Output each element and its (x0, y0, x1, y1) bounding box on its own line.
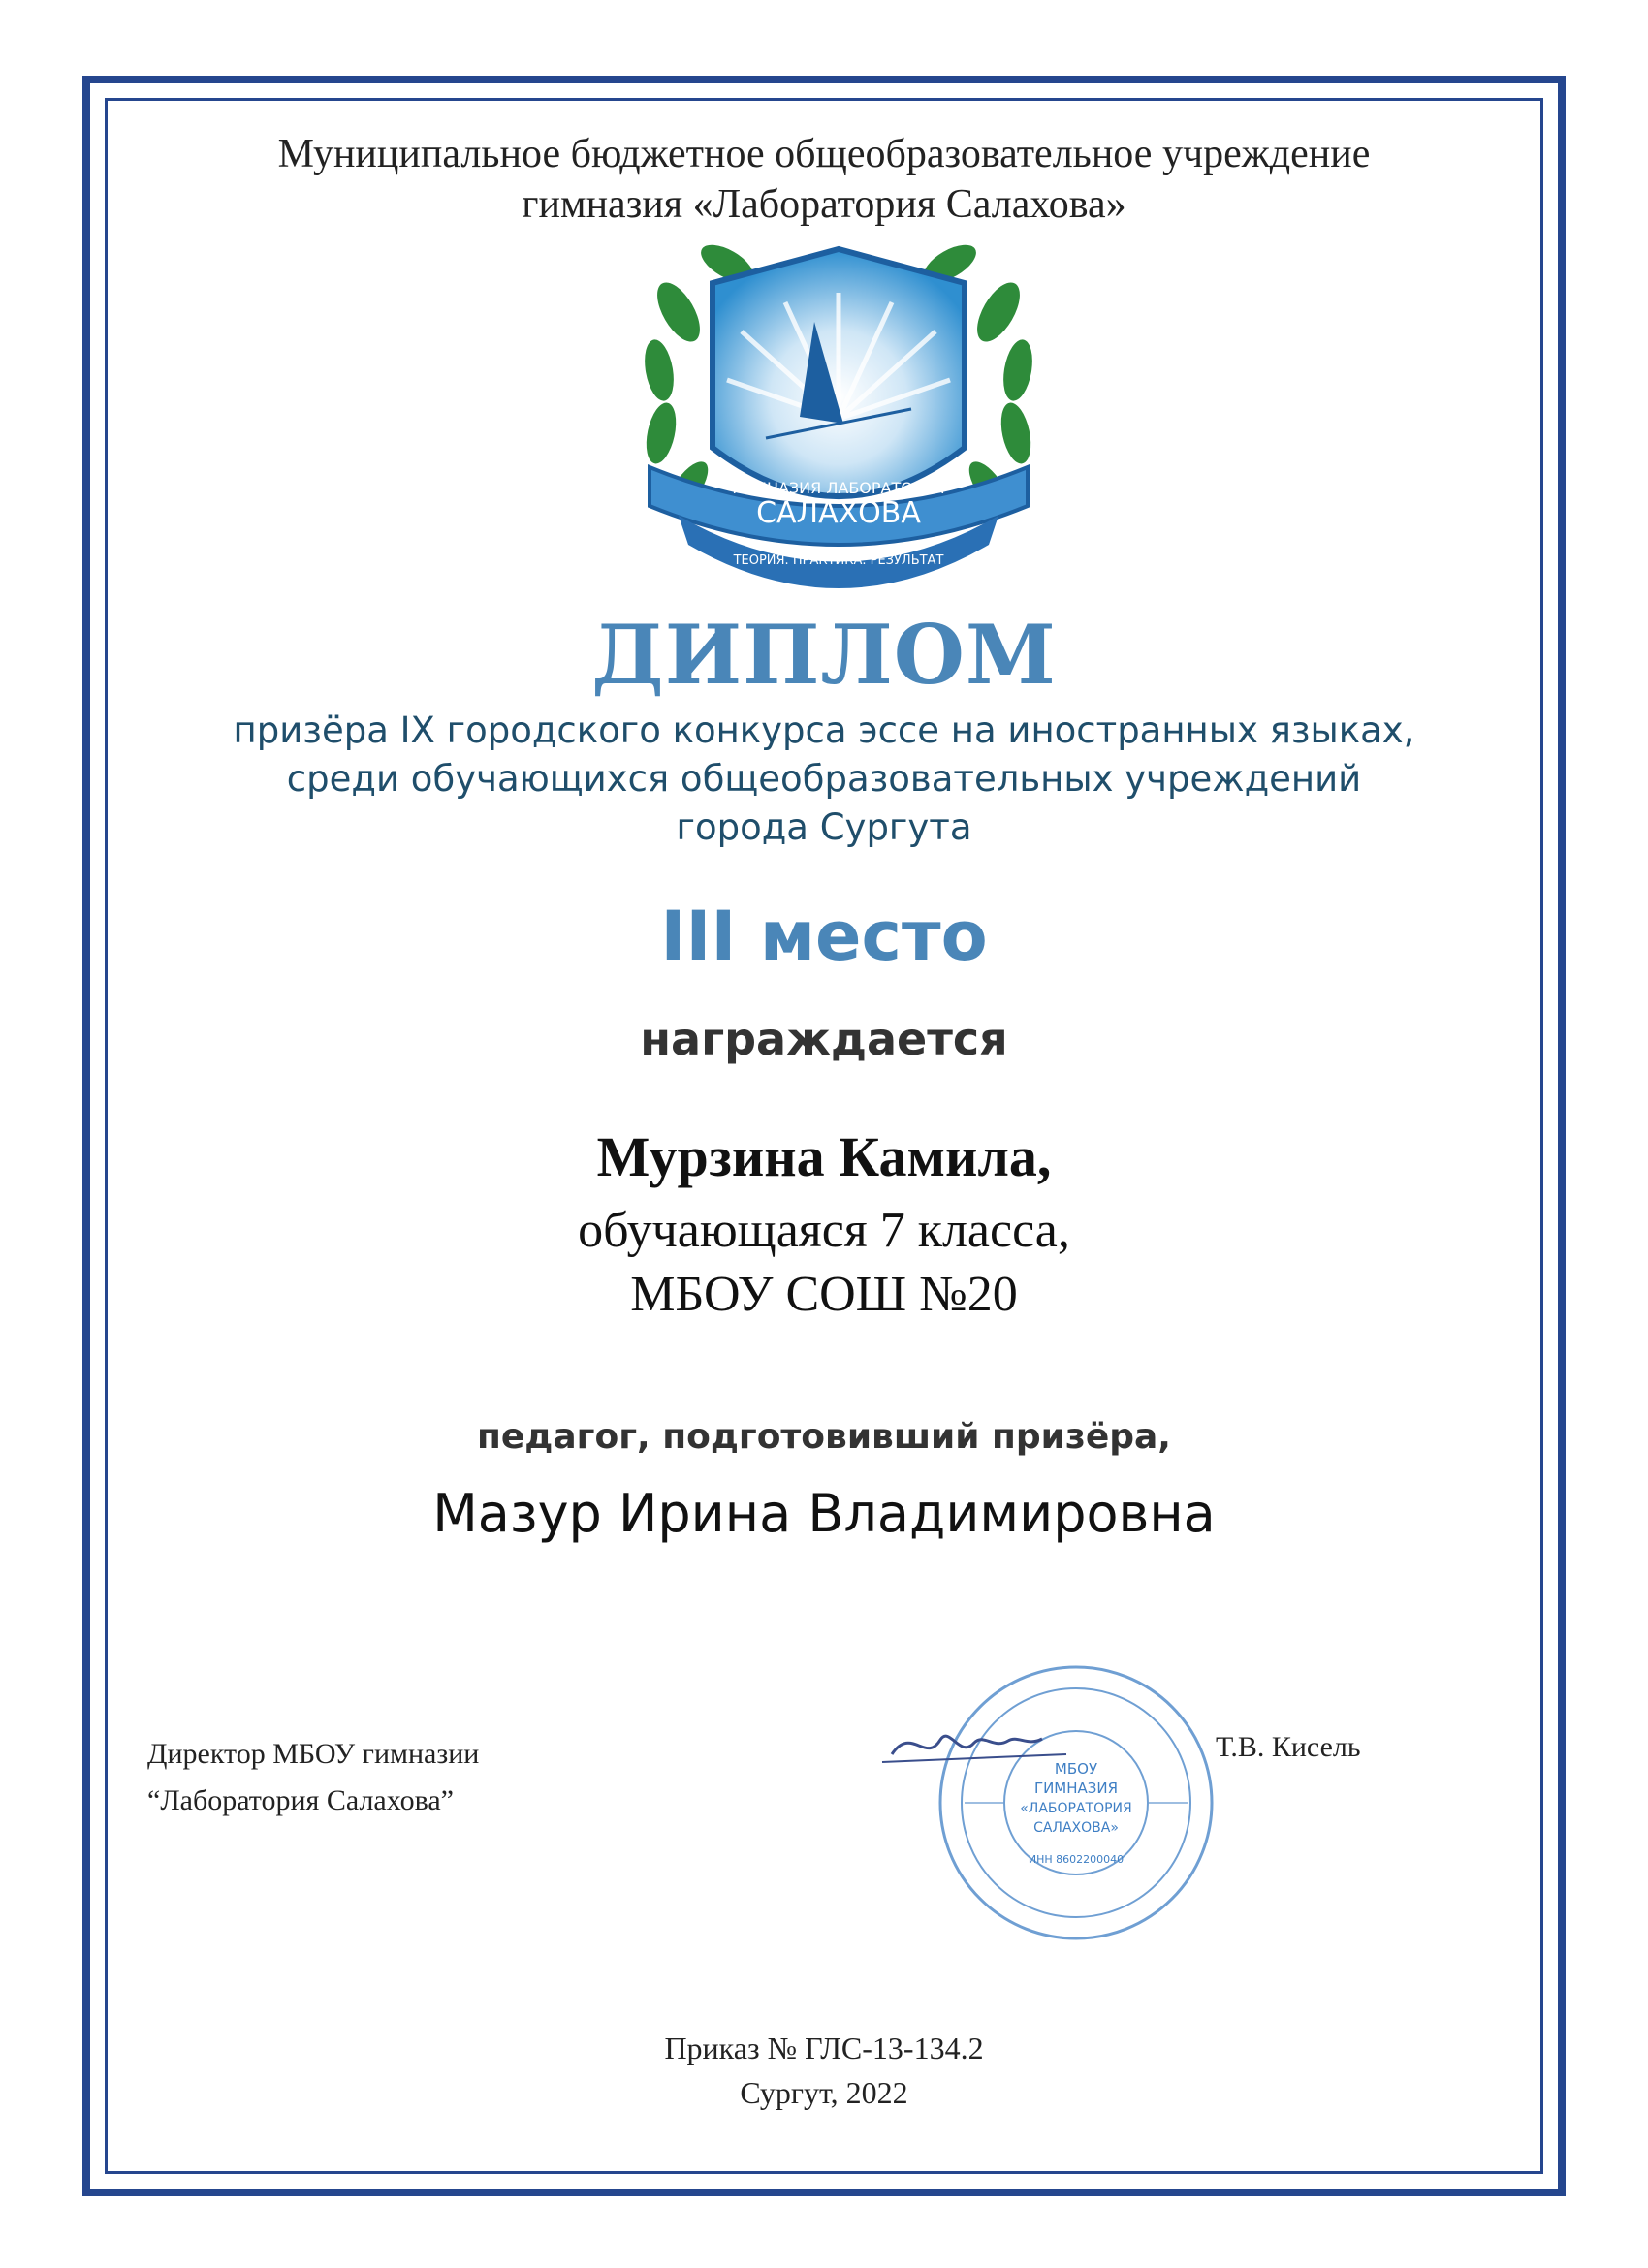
director-position (147, 1731, 479, 1824)
director-name: Т.В. Кисель (1216, 1731, 1361, 1763)
diploma-subtitle-line2: среди обучающихся общеобразовательных учреждений (286, 758, 1362, 800)
institution-name-line2: гимназия «Лаборатория Салахова» (522, 182, 1126, 227)
logo-text-main: САЛАХОВА (756, 496, 921, 530)
director-position-line2: “Лаборатория Салахова” (147, 1784, 454, 1816)
logo-motto: ТЕОРИЯ. ПРАКТИКА. РЕЗУЛЬТАТ (733, 553, 944, 568)
order-number: Приказ № ГЛС-13-134.2 (664, 2031, 984, 2065)
stamp-line2: ГИМНАЗИЯ (1033, 1780, 1119, 1797)
gymnasium-emblem-icon (620, 225, 1057, 613)
recipient-grade: обучающаяся 7 класса, (578, 1203, 1070, 1258)
award-place: III место (660, 897, 988, 976)
awarded-label: награждается (640, 1013, 1008, 1065)
handwritten-signature (892, 1736, 1042, 1754)
teacher-name: Мазур Ирина Владимировна (432, 1483, 1216, 1544)
place-year: Сургут, 2022 (740, 2075, 908, 2110)
logo-text-top: ГИМНАЗИЯ ЛАБОРАТОРИЯ (732, 479, 945, 497)
teacher-label: педагог, подготовивший призёра, (477, 1417, 1171, 1457)
stamp-line1: МБОУ (1054, 1760, 1098, 1778)
stamp-inn: ИНН 8602200040 (1028, 1853, 1125, 1866)
recipient-school: МБОУ СОШ №20 (630, 1267, 1018, 1322)
official-stamp (872, 1657, 1221, 1948)
diploma-title: ДИПЛОМ (591, 607, 1057, 703)
diploma-subtitle-line3: города Сургута (676, 806, 972, 848)
director-position-line1: Директор МБОУ гимназии (147, 1738, 480, 1770)
stamp-line4: САЛАХОВА» (1033, 1820, 1119, 1836)
stamp-line3: «ЛАБОРАТОРИЯ (1020, 1801, 1132, 1816)
recipient-name: Мурзина Камила, (596, 1125, 1052, 1188)
institution-name-line1: Муниципальное бюджетное общеобразовательное учреждение (277, 132, 1371, 176)
diploma-subtitle-line1: призёра IX городского конкурса эссе на иностранных языках, (233, 709, 1415, 751)
